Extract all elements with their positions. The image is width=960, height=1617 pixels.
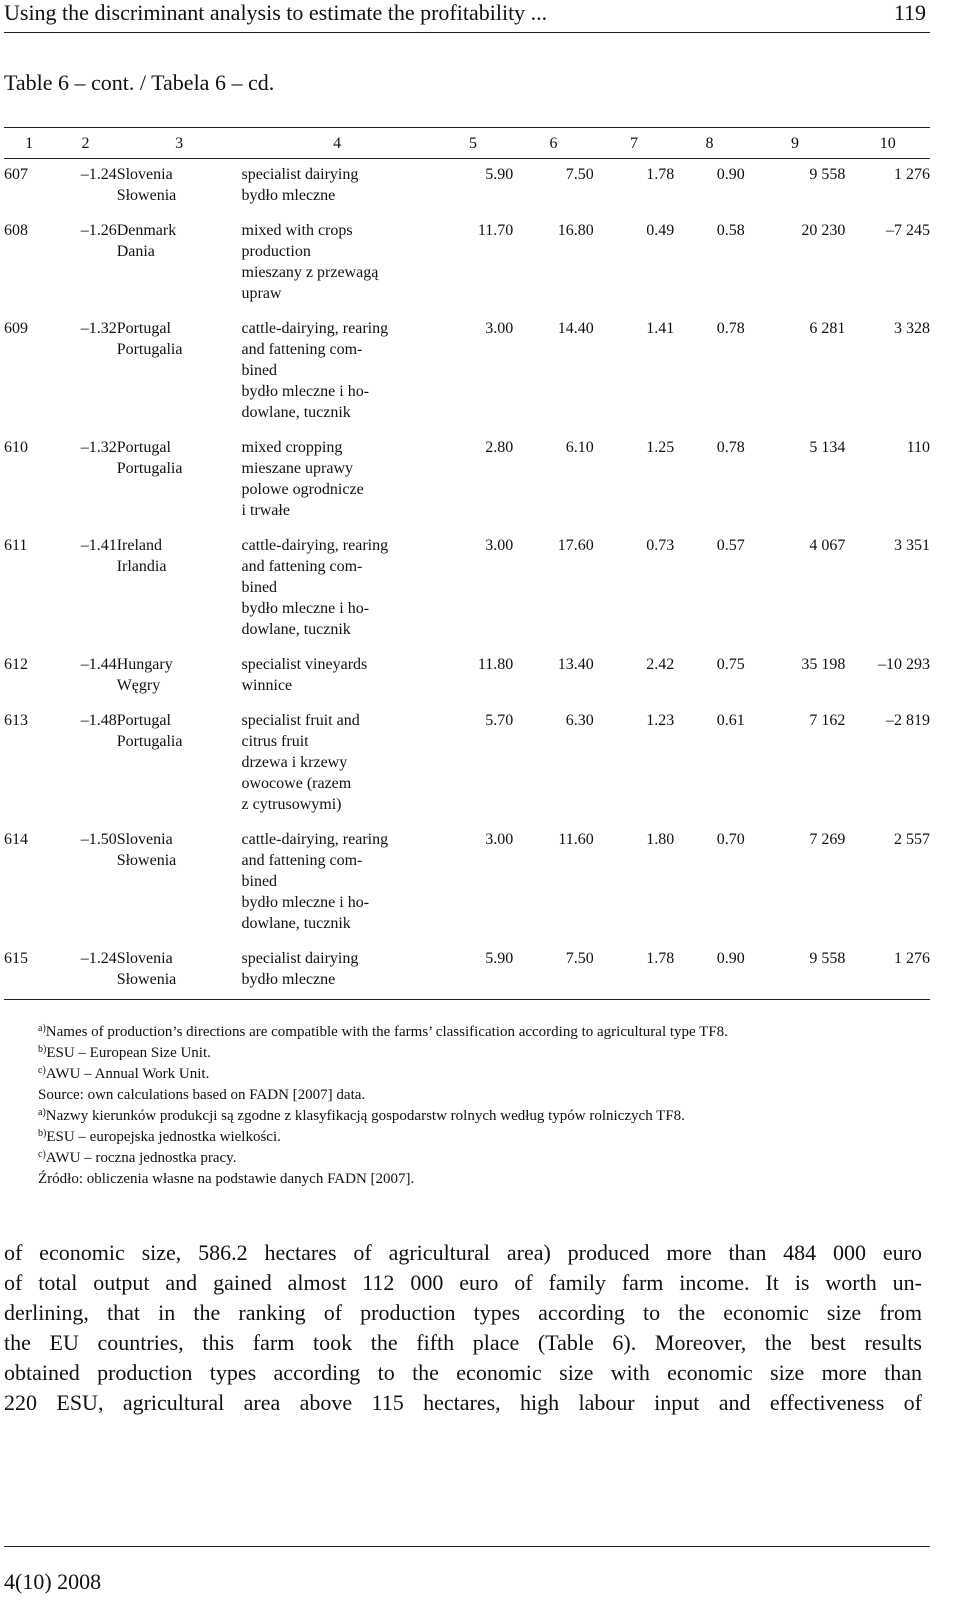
value-col-10: 1 276	[894, 166, 930, 183]
footnote-mark: b)	[38, 1128, 47, 1139]
value-col-6: 13.40	[557, 656, 594, 673]
value-col-10: –7 245	[886, 222, 930, 239]
value-col-8: 0.58	[716, 222, 745, 239]
value-col-6: 7.50	[565, 166, 594, 183]
value-col-5: 3.00	[485, 320, 514, 337]
value-col-6: 14.40	[557, 320, 594, 337]
value-col-6: 6.10	[565, 439, 594, 456]
page-footer	[4, 1546, 930, 1595]
country-cell-line: Portugalia	[116, 733, 183, 750]
country-cell-line: Hungary	[116, 656, 173, 673]
footnote-mark: c)	[38, 1149, 46, 1160]
value-col-7: 1.80	[646, 831, 675, 848]
country-cell-line: Irlandia	[116, 558, 167, 575]
country-cell-line: Dania	[116, 243, 155, 260]
table-row	[4, 705, 930, 824]
footnote	[38, 1148, 928, 1169]
column-header-4: 4	[242, 128, 433, 159]
footnote	[38, 1022, 928, 1043]
row-number: 607	[4, 166, 28, 183]
production-type-cell	[242, 432, 433, 530]
discriminant-score: –1.32	[80, 320, 117, 337]
country-cell-line: Słowenia	[116, 971, 177, 988]
body-line: 220 ESU, agricultural area above 115 hectares, high labour input and effectiveness of	[4, 1390, 922, 1415]
value-col-5: 11.80	[477, 656, 514, 673]
running-header	[4, 0, 930, 33]
table-row	[4, 530, 930, 649]
value-col-8: 0.57	[716, 537, 745, 554]
column-header-10: 10	[845, 128, 930, 159]
page-number: 119	[893, 0, 926, 25]
value-col-7: 0.49	[646, 222, 675, 239]
footnote-text: ESU – europejska jednostka wielkości.	[46, 1129, 281, 1145]
country-cell	[117, 530, 242, 649]
production-type-cell-line: cattle-dairying, rearing	[241, 537, 389, 554]
production-type-cell-line: bydło mleczne i ho-	[241, 383, 370, 400]
value-col-7: 2.42	[646, 656, 675, 673]
row-number: 608	[4, 222, 28, 239]
production-type-cell-line: citrus fruit	[241, 733, 309, 750]
production-type-cell-line: bydło mleczne	[241, 971, 336, 988]
value-col-10: 1 276	[845, 943, 930, 1000]
production-type-cell-line: polowe ogrodnicze	[241, 481, 364, 498]
footnote-text: Source: own calculations based on FADN [2007] data.	[38, 1087, 366, 1103]
country-cell-line: Slovenia	[116, 166, 173, 183]
footnote	[38, 1106, 928, 1127]
table-row	[4, 159, 930, 216]
value-col-10: 3 351	[894, 537, 930, 554]
footnote-text: AWU – Annual Work Unit.	[45, 1066, 210, 1082]
production-type-cell-line: winnice	[241, 677, 293, 694]
country-cell-line: Portugalia	[116, 460, 183, 477]
value-col-9: 5 134	[809, 439, 846, 456]
body-line: of economic size, 586.2 hectares of agricultural area) produced more than 484 000 euro	[4, 1240, 922, 1265]
production-type-cell-line: specialist fruit and	[241, 712, 360, 729]
value-col-8: 0.78	[716, 439, 745, 456]
country-cell	[117, 705, 242, 824]
running-title: Using the discriminant analysis to estimate the profitability ...	[4, 0, 548, 25]
footnote-text: AWU – roczna jednostka pracy.	[45, 1150, 237, 1166]
value-col-9: 9 558	[745, 943, 846, 1000]
table-caption: Table 6 – cont. / Tabela 6 – cd.	[4, 70, 275, 95]
value-col-5: 5.90	[485, 166, 514, 183]
value-col-6: 16.80	[557, 222, 594, 239]
country-cell-line: Portugal	[116, 712, 171, 729]
value-col-5: 3.00	[485, 537, 514, 554]
country-cell	[117, 215, 242, 313]
production-type-cell-line: specialist vineyards	[241, 656, 368, 673]
body-line: the EU countries, this farm took the fifth place (Table 6). Moreover, the best results	[4, 1330, 922, 1355]
value-col-6: 17.60	[557, 537, 594, 554]
issue-label: 4(10) 2008	[4, 1569, 102, 1594]
value-col-9: 4 067	[809, 537, 846, 554]
value-col-10: 110	[906, 439, 930, 456]
country-cell	[117, 313, 242, 432]
footnote-mark: b)	[38, 1044, 47, 1055]
production-type-cell-line: z cytrusowymi)	[241, 796, 342, 813]
production-type-cell-line: cattle-dairying, rearing	[241, 320, 389, 337]
production-type-cell-line: specialist dairying	[241, 166, 359, 183]
value-col-5: 3.00	[485, 831, 514, 848]
value-col-9: 6 281	[809, 320, 846, 337]
footnote-text: Nazwy kierunków produkcji są zgodne z klasyfikacją gospodarstw rolnych według typów rolniczych TF8.	[45, 1108, 685, 1124]
production-type-cell	[242, 313, 433, 432]
production-type-cell-line: i trwałe	[241, 502, 290, 519]
production-type-cell-line: bydło mleczne	[241, 187, 336, 204]
body-line: obtained production types according to the economic size with economic size more than	[4, 1360, 922, 1385]
body-line: derlining, that in the ranking of production types according to the economic size from	[4, 1300, 922, 1325]
production-type-cell-line: bined	[241, 362, 278, 379]
production-type-cell-line: specialist dairying	[241, 950, 359, 967]
value-col-5: 5.70	[485, 712, 514, 729]
value-col-5: 11.70	[477, 222, 514, 239]
table-header-row	[4, 128, 930, 159]
discriminant-score: –1.32	[80, 439, 117, 456]
production-type-cell-line: bydło mleczne i ho-	[241, 894, 370, 911]
value-col-9: 20 230	[801, 222, 846, 239]
production-type-cell-line: and fattening com-	[241, 558, 363, 575]
country-cell-line: Slovenia	[116, 950, 173, 967]
column-header-7: 7	[594, 128, 675, 159]
country-cell	[117, 943, 242, 1000]
production-type-cell-line: mieszane uprawy	[241, 460, 354, 477]
production-type-cell	[242, 943, 433, 1000]
column-header-6: 6	[513, 128, 594, 159]
value-col-7: 1.41	[646, 320, 675, 337]
discriminant-score: –1.24	[54, 943, 116, 1000]
production-type-cell-line: mixed cropping	[241, 439, 343, 456]
table-row	[4, 943, 930, 1000]
table-row	[4, 824, 930, 943]
production-type-cell-line: dowlane, tucznik	[241, 621, 351, 638]
country-cell-line: Slovenia	[116, 831, 173, 848]
row-number: 609	[4, 320, 28, 337]
country-cell-line: Portugal	[116, 320, 171, 337]
row-number: 610	[4, 439, 28, 456]
production-type-cell-line: mieszany z przewagą	[241, 264, 379, 281]
table-footnotes	[38, 1022, 928, 1190]
production-type-cell-line: dowlane, tucznik	[241, 915, 351, 932]
country-cell-line: Węgry	[116, 677, 161, 694]
body-line: of total output and gained almost 112 000 euro of family farm income. It is worth un-	[4, 1270, 922, 1295]
production-type-cell	[242, 705, 433, 824]
discriminant-score: –1.24	[80, 166, 117, 183]
footnote-mark: a)	[38, 1023, 46, 1034]
value-col-7: 1.78	[594, 943, 675, 1000]
discriminant-score: –1.26	[80, 222, 117, 239]
footnote-mark: a)	[38, 1107, 46, 1118]
country-cell	[117, 432, 242, 530]
column-header-5: 5	[433, 128, 514, 159]
production-type-cell-line: upraw	[241, 285, 282, 302]
footnote	[38, 1064, 928, 1085]
value-col-10: 2 557	[894, 831, 930, 848]
value-col-7: 0.73	[646, 537, 675, 554]
value-col-9: 9 558	[809, 166, 846, 183]
value-col-5: 2.80	[485, 439, 514, 456]
footnote-text: ESU – European Size Unit.	[46, 1045, 211, 1061]
body-paragraph	[4, 1238, 922, 1418]
value-col-9: 35 198	[801, 656, 846, 673]
production-type-cell-line: mixed with crops	[241, 222, 353, 239]
value-col-9: 7 269	[809, 831, 846, 848]
footnote-text: Źródło: obliczenia własne na podstawie danych FADN [2007].	[38, 1171, 415, 1187]
value-col-8: 0.78	[716, 320, 745, 337]
value-col-6: 11.60	[558, 831, 594, 848]
production-type-cell-line: and fattening com-	[241, 341, 363, 358]
production-type-cell-line: bydło mleczne i ho-	[241, 600, 370, 617]
country-cell	[117, 159, 242, 216]
table-row	[4, 313, 930, 432]
discriminant-score: –1.50	[80, 831, 117, 848]
production-type-cell-line: drzewa i krzewy	[241, 754, 348, 771]
column-header-2: 2	[54, 128, 116, 159]
production-type-cell-line: bined	[241, 873, 278, 890]
value-col-10: –2 819	[886, 712, 930, 729]
country-cell-line: Słowenia	[116, 187, 177, 204]
table-row	[4, 432, 930, 530]
row-number: 613	[4, 712, 28, 729]
value-col-7: 1.78	[646, 166, 675, 183]
production-type-cell-line: owocowe (razem	[241, 775, 352, 792]
column-header-9: 9	[745, 128, 846, 159]
value-col-6: 6.30	[565, 712, 594, 729]
footnote	[38, 1127, 928, 1148]
column-header-1: 1	[4, 128, 54, 159]
production-type-cell-line: cattle-dairying, rearing	[241, 831, 389, 848]
value-col-10: 3 328	[894, 320, 930, 337]
footnote	[38, 1043, 928, 1064]
row-number: 612	[4, 656, 28, 673]
table-body	[4, 159, 930, 1000]
value-col-10: –10 293	[878, 656, 930, 673]
value-col-8: 0.90	[674, 943, 744, 1000]
country-cell-line: Słowenia	[116, 852, 177, 869]
country-cell	[117, 824, 242, 943]
footnote	[38, 1169, 928, 1190]
value-col-8: 0.61	[716, 712, 745, 729]
value-col-8: 0.90	[716, 166, 745, 183]
value-col-7: 1.23	[646, 712, 675, 729]
table-row	[4, 215, 930, 313]
production-type-cell	[242, 159, 433, 216]
production-type-cell-line: bined	[241, 579, 278, 596]
production-type-cell-line: production	[241, 243, 311, 260]
value-col-5: 5.90	[433, 943, 514, 1000]
value-col-8: 0.70	[716, 831, 745, 848]
discriminant-score: –1.41	[80, 537, 117, 554]
production-type-cell	[242, 530, 433, 649]
production-type-cell	[242, 215, 433, 313]
production-type-cell	[242, 649, 433, 705]
production-type-cell	[242, 824, 433, 943]
country-cell-line: Portugalia	[116, 341, 183, 358]
footnote-text: Names of production’s directions are compatible with the farms’ classification according to agricultural type TF8.	[45, 1024, 728, 1040]
row-number: 615	[4, 943, 54, 1000]
production-type-cell-line: dowlane, tucznik	[241, 404, 351, 421]
production-type-cell-line: and fattening com-	[241, 852, 363, 869]
data-table	[4, 127, 930, 1000]
footnote	[38, 1085, 928, 1106]
country-cell	[117, 649, 242, 705]
column-header-3: 3	[117, 128, 242, 159]
footnote-mark: c)	[38, 1065, 46, 1076]
discriminant-score: –1.44	[80, 656, 117, 673]
country-cell-line: Portugal	[116, 439, 171, 456]
column-header-8: 8	[674, 128, 744, 159]
value-col-9: 7 162	[809, 712, 846, 729]
value-col-7: 1.25	[646, 439, 675, 456]
value-col-8: 0.75	[716, 656, 745, 673]
discriminant-score: –1.48	[80, 712, 117, 729]
value-col-6: 7.50	[513, 943, 594, 1000]
country-cell-line: Ireland	[116, 537, 163, 554]
row-number: 614	[4, 831, 28, 848]
table-row	[4, 649, 930, 705]
row-number: 611	[4, 537, 28, 554]
country-cell-line: Denmark	[116, 222, 177, 239]
